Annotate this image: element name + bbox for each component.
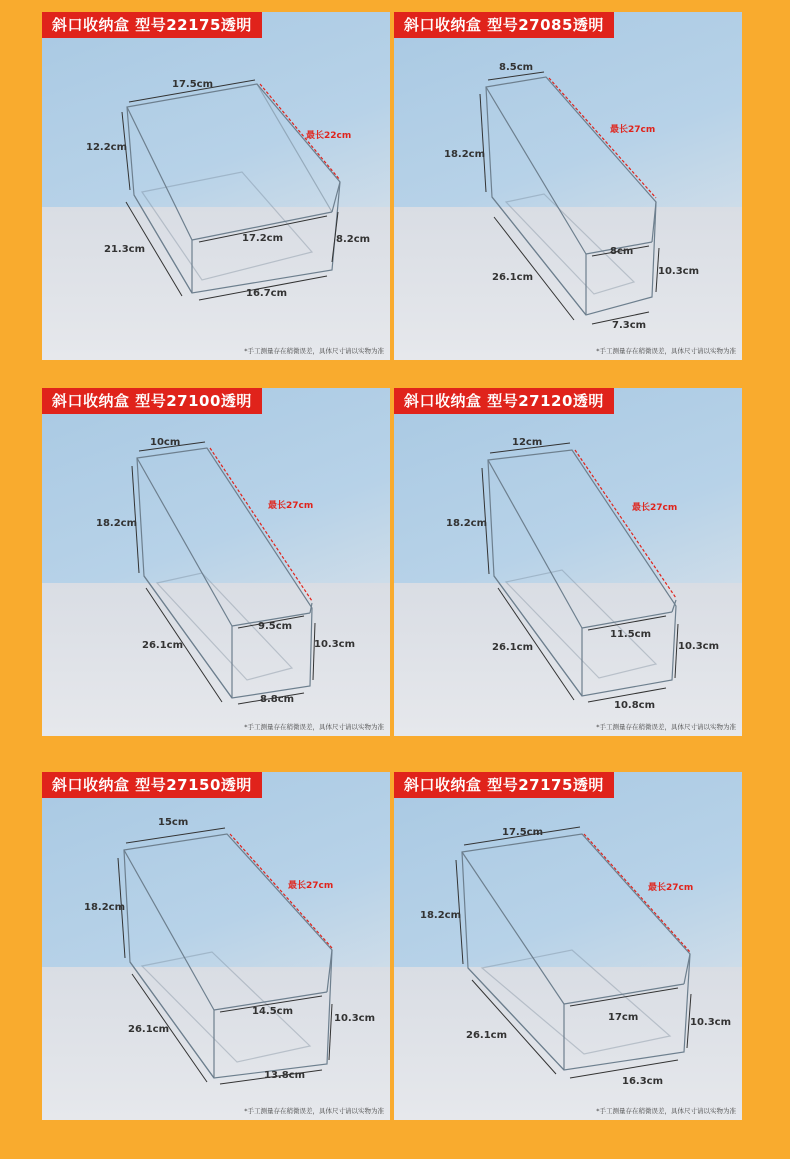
product-title: 斜口收纳盒 型号27150透明: [42, 772, 262, 798]
dimension-front-width: 8cm: [610, 246, 634, 257]
dimension-depth: 26.1cm: [492, 272, 534, 283]
box-illustration: [42, 772, 390, 1120]
dimension-bottom-width: 8.8cm: [260, 694, 295, 705]
dimension-top-width: 8.5cm: [499, 62, 534, 73]
box-illustration: [394, 12, 742, 360]
dimension-top-width: 10cm: [150, 437, 181, 448]
dimension-front-height: 10.3cm: [314, 639, 356, 650]
dimension-height: 18.2cm: [444, 149, 486, 160]
product-title: 斜口收纳盒 型号27100透明: [42, 388, 262, 414]
dimension-longest: 最长27cm: [268, 501, 314, 511]
product-card-27100: [42, 388, 390, 736]
dimension-depth: 26.1cm: [142, 640, 184, 651]
product-card-27175: [394, 772, 742, 1120]
dimension-front-height: 8.2cm: [336, 234, 371, 245]
dimension-bottom-width: 10.8cm: [614, 700, 656, 711]
dimension-bottom-width: 16.7cm: [246, 288, 288, 299]
dimension-depth: 26.1cm: [128, 1024, 170, 1035]
product-title: 斜口收纳盒 型号27120透明: [394, 388, 614, 414]
dimension-depth: 21.3cm: [104, 244, 146, 255]
box-illustration: [394, 388, 742, 736]
dimension-front-width: 17cm: [608, 1012, 639, 1023]
dimension-front-width: 9.5cm: [258, 621, 293, 632]
dimension-longest: 最长27cm: [632, 503, 678, 513]
dimension-top-width: 15cm: [158, 817, 189, 828]
dimension-front-height: 10.3cm: [658, 266, 700, 277]
product-card-22175: [42, 12, 390, 360]
product-title: 斜口收纳盒 型号27085透明: [394, 12, 614, 38]
dimension-longest: 最长27cm: [610, 125, 656, 135]
product-title: 斜口收纳盒 型号22175透明: [42, 12, 262, 38]
box-illustration: [394, 772, 742, 1120]
measurement-note: *手工测量存在稍微误差，具体尺寸请以实物为准: [596, 347, 736, 355]
dimension-depth: 26.1cm: [466, 1030, 508, 1041]
dimension-front-width: 17.2cm: [242, 233, 284, 244]
dimension-height: 18.2cm: [96, 518, 138, 529]
product-card-27120: [394, 388, 742, 736]
dimension-longest: 最长22cm: [306, 131, 352, 141]
dimension-height: 18.2cm: [84, 902, 126, 913]
dimension-front-height: 10.3cm: [334, 1013, 376, 1024]
product-card-27150: [42, 772, 390, 1120]
measurement-note: *手工测量存在稍微误差，具体尺寸请以实物为准: [244, 723, 384, 731]
box-illustration: [42, 12, 390, 360]
dimension-front-width: 14.5cm: [252, 1006, 294, 1017]
measurement-note: *手工测量存在稍微误差，具体尺寸请以实物为准: [596, 723, 736, 731]
dimension-depth: 26.1cm: [492, 642, 534, 653]
dimension-height: 18.2cm: [446, 518, 488, 529]
product-title: 斜口收纳盒 型号27175透明: [394, 772, 614, 798]
dimension-bottom-width: 16.3cm: [622, 1076, 664, 1087]
product-card-27085: [394, 12, 742, 360]
dimension-top-width: 17.5cm: [172, 79, 214, 90]
dimension-front-height: 10.3cm: [678, 641, 720, 652]
dimension-longest: 最长27cm: [288, 881, 334, 891]
dimension-bottom-width: 13.8cm: [264, 1070, 306, 1081]
measurement-note: *手工测量存在稍微误差，具体尺寸请以实物为准: [596, 1107, 736, 1115]
dimension-bottom-width: 7.3cm: [612, 320, 647, 331]
measurement-note: *手工测量存在稍微误差，具体尺寸请以实物为准: [244, 347, 384, 355]
dimension-top-width: 17.5cm: [502, 827, 544, 838]
dimension-height: 12.2cm: [86, 142, 128, 153]
dimension-front-height: 10.3cm: [690, 1017, 732, 1028]
dimension-top-width: 12cm: [512, 437, 543, 448]
dimension-longest: 最长27cm: [648, 883, 694, 893]
measurement-note: *手工测量存在稍微误差，具体尺寸请以实物为准: [244, 1107, 384, 1115]
dimension-height: 18.2cm: [420, 910, 462, 921]
box-illustration: [42, 388, 390, 736]
dimension-front-width: 11.5cm: [610, 629, 652, 640]
